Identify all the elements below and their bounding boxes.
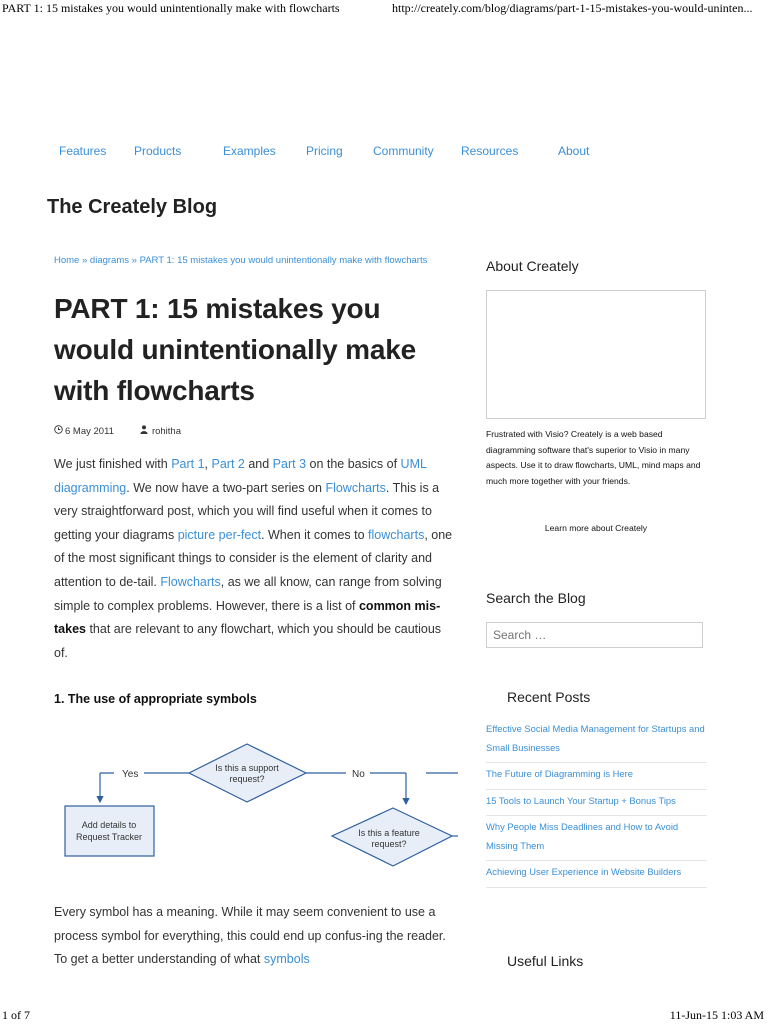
post-article bbox=[54, 255, 456, 706]
learn-more-link[interactable]: Learn more about Creately bbox=[544, 523, 648, 533]
print-page-url: http://creately.com/blog/diagrams/part-1-15-mistakes-you-would-uninten... bbox=[392, 1, 753, 15]
text: on the basics of bbox=[306, 457, 401, 471]
link-part-3[interactable]: Part 3 bbox=[272, 457, 307, 471]
text: , as we all know, can range from solving simple to complex problems. However, there is a list of bbox=[54, 574, 442, 613]
nav-products[interactable]: Products bbox=[134, 144, 182, 158]
symbols-paragraph bbox=[54, 901, 456, 972]
breadcrumb-home[interactable]: Home bbox=[54, 255, 80, 266]
text: and bbox=[244, 457, 273, 471]
print-page-title: PART 1: 15 mistakes you would unintentionally make with flowcharts bbox=[2, 1, 340, 15]
process-add-details bbox=[65, 806, 154, 856]
label-yes: Yes bbox=[122, 769, 139, 780]
recent-post-link[interactable]: Why People Miss Deadlines and How to Avoid Missing Them bbox=[486, 816, 707, 861]
decision2-line2: request? bbox=[371, 839, 407, 849]
recent-posts-heading: Recent Posts bbox=[507, 689, 591, 705]
decision1-line2: request? bbox=[229, 774, 265, 784]
link-part-2[interactable]: Part 2 bbox=[211, 457, 245, 471]
post-date: 6 May 2011 bbox=[65, 425, 114, 437]
nav-features[interactable]: Features bbox=[59, 144, 107, 158]
text: , one of the most significant things to consider is the element of clarity and attention to de-tail. bbox=[54, 527, 453, 589]
nav-about[interactable]: About bbox=[558, 144, 590, 158]
link-flowcharts-2[interactable]: flowcharts bbox=[368, 527, 425, 542]
search-input[interactable] bbox=[486, 622, 703, 648]
nav-resources[interactable]: Resources bbox=[461, 144, 519, 158]
nav-pricing[interactable]: Pricing bbox=[306, 144, 343, 158]
text: , bbox=[204, 457, 212, 471]
breadcrumb-current[interactable]: PART 1: 15 mistakes you would unintentionally make with flowcharts bbox=[139, 255, 428, 266]
link-flowcharts-3[interactable]: Flowcharts bbox=[160, 574, 221, 589]
text: that are relevant to any flowchart, which you should be cautious of. bbox=[54, 622, 442, 660]
breadcrumb-category[interactable]: diagrams bbox=[89, 255, 129, 266]
text: . When it comes to bbox=[261, 527, 369, 542]
post-author[interactable]: rohitha bbox=[151, 425, 182, 437]
blog-title[interactable]: The Creately Blog bbox=[47, 196, 218, 218]
recent-posts-list bbox=[486, 718, 707, 888]
text: We just finished with bbox=[54, 457, 172, 471]
about-text: Frustrated with Visio? Creately is a web based diagramming software that's superior to Visio in many aspects. Use it to draw flowcharts, UML, mind maps and much more together with your friends. bbox=[486, 429, 701, 486]
decision2-line1: Is this a feature bbox=[358, 828, 420, 838]
nav-community[interactable]: Community bbox=[373, 144, 434, 158]
link-flowcharts[interactable]: Flowcharts bbox=[325, 480, 386, 495]
flowchart-diagram bbox=[54, 740, 458, 870]
decision-support-request bbox=[189, 744, 306, 802]
recent-post-link[interactable]: Effective Social Media Management for Startups and Small Businesses bbox=[486, 718, 707, 763]
about-heading: About Creately bbox=[486, 258, 579, 274]
recent-post-link[interactable]: The Future of Diagramming is Here bbox=[486, 763, 707, 790]
print-footer bbox=[0, 1006, 768, 1024]
breadcrumb bbox=[54, 255, 456, 266]
link-uml-diagramming[interactable]: UML diagramming bbox=[54, 457, 427, 495]
post-meta bbox=[54, 425, 456, 437]
print-header bbox=[0, 0, 768, 20]
text: . We now have a two-part series on bbox=[126, 480, 326, 495]
breadcrumb-separator: » bbox=[81, 255, 88, 266]
link-symbols[interactable]: symbols bbox=[263, 952, 310, 967]
link-part-1[interactable]: Part 1 bbox=[171, 457, 205, 471]
recent-post-link[interactable]: 15 Tools to Launch Your Startup + Bonus Tips bbox=[486, 790, 707, 817]
ad-banner[interactable] bbox=[486, 290, 706, 419]
user-icon bbox=[140, 425, 148, 437]
page-count: 1 of 7 bbox=[2, 1008, 30, 1022]
process-line1: Add details to bbox=[81, 820, 137, 830]
useful-links-heading: Useful Links bbox=[507, 953, 584, 969]
section-heading: 1. The use of appropriate symbols bbox=[54, 692, 257, 707]
recent-post-link[interactable]: Achieving User Experience in Website Builders bbox=[486, 861, 707, 888]
nav-examples[interactable]: Examples bbox=[223, 144, 276, 158]
search-heading: Search the Blog bbox=[486, 590, 586, 606]
intro-paragraph bbox=[54, 453, 456, 665]
label-no: No bbox=[352, 769, 365, 780]
process-line2: Request Tracker bbox=[75, 832, 143, 842]
post-title: PART 1: 15 mistakes you would unintentionally make with flowcharts bbox=[54, 293, 416, 406]
link-picture-perfect[interactable]: picture per-fect bbox=[177, 527, 262, 542]
text: . This is a very straightforward post, which you will find useful when it comes to getting your diagrams bbox=[54, 480, 440, 542]
main-navigation bbox=[0, 144, 768, 164]
text: Every symbol has a meaning. While it may seem convenient to use a process symbol for everything, this could end up confus-ing the reader. To get a better understanding of what bbox=[54, 905, 446, 967]
decision1-line1: Is this a support bbox=[215, 763, 279, 773]
clock-icon bbox=[54, 425, 63, 437]
bold-common-mistakes: common mis-takes bbox=[54, 598, 441, 637]
breadcrumb-separator: » bbox=[131, 255, 137, 266]
print-date: 11-Jun-15 1:03 AM bbox=[669, 1008, 764, 1022]
